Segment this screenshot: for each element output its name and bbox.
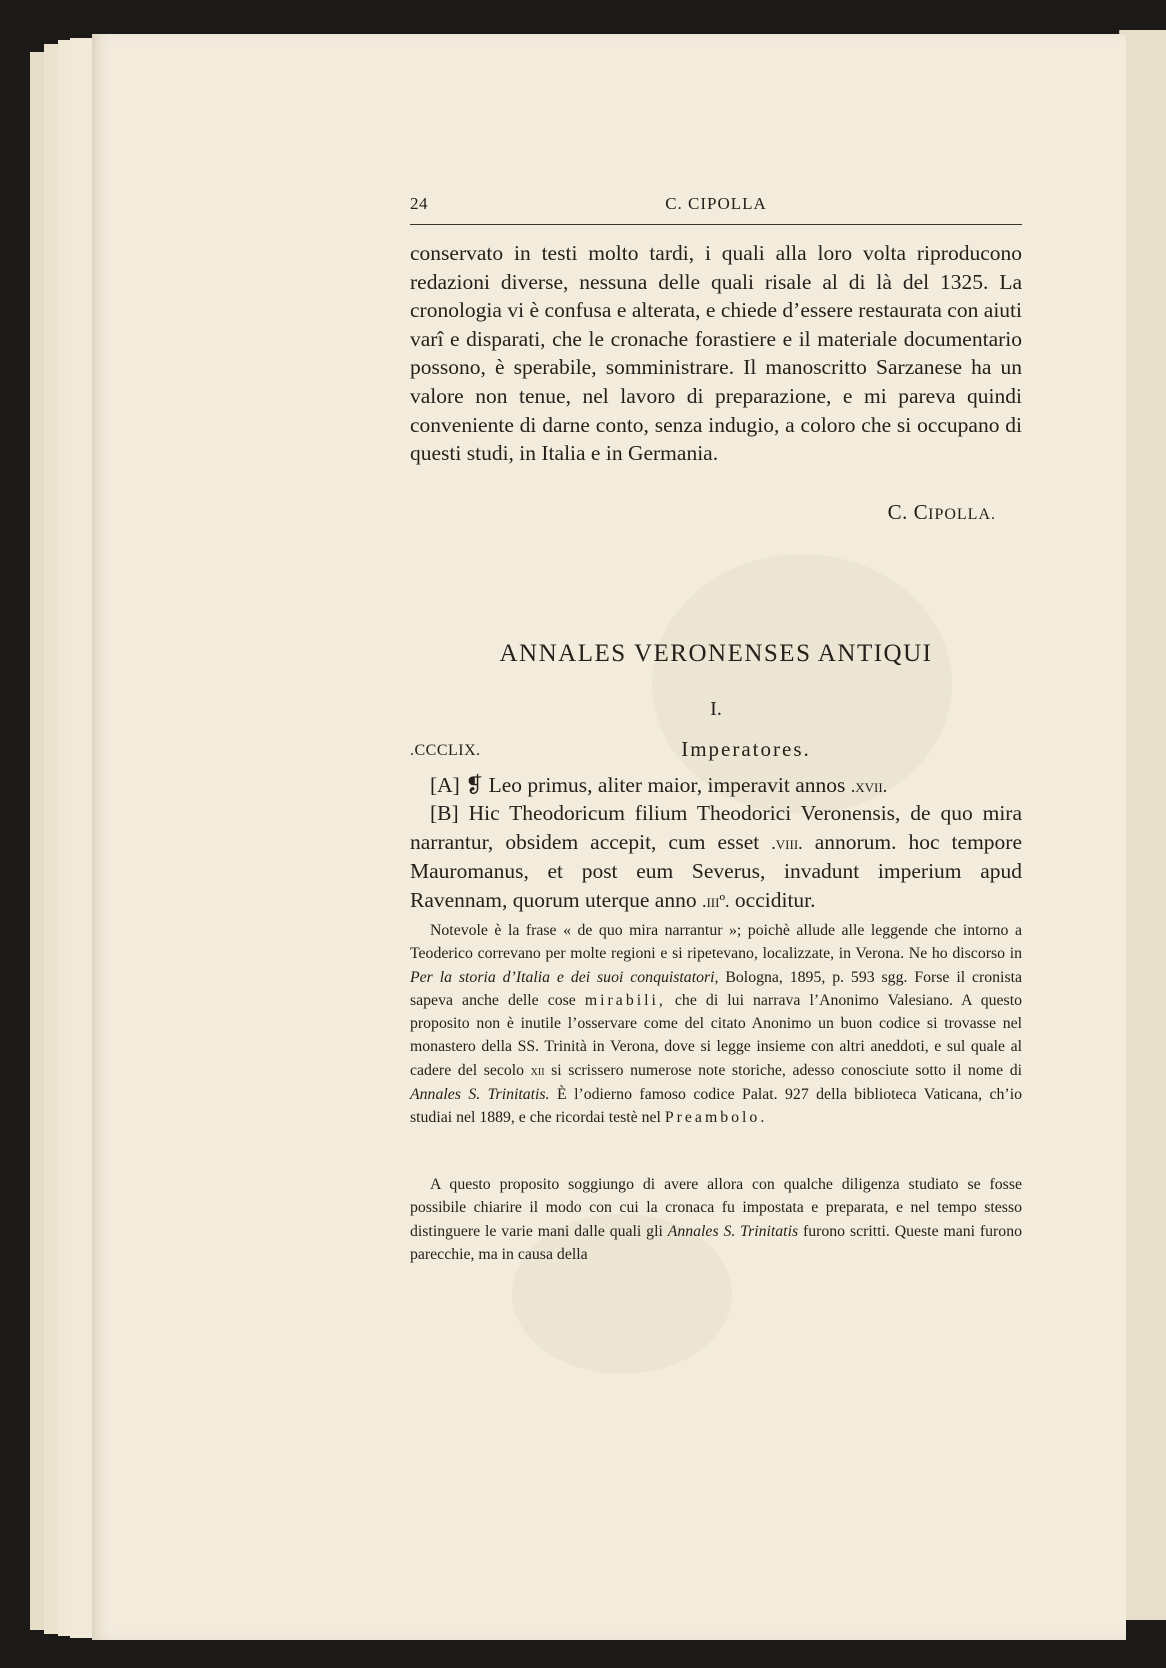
entry-a-text: Leo primus, aliter maior, imperavit annos [488, 773, 846, 797]
section-number: I. [710, 698, 722, 720]
footnote-commentary-1 [410, 919, 1022, 1130]
entry-b-text-2: annorum. hoc tempore Mauromanus, et post eum Severus, invadunt imperium apud Ravennam, quorum uterque anno [410, 829, 1022, 912]
note1-text-4: si scrissero numerose note storiche, adesso conosciute sotto il nome di [551, 1061, 1022, 1079]
year-marginal: .CCCLIX. [410, 742, 481, 759]
entry-b-text-3: occiditur. [734, 887, 816, 912]
paragraph-mark-icon: ❡ [465, 773, 484, 797]
author-signature [888, 500, 996, 525]
entry-a [410, 771, 1022, 801]
note1-text-5: È l’odierno famoso codice Palat. 927 della biblioteca Vaticana, ch’io studiai nel 1889, e che ricordai testè nel [410, 1086, 1022, 1127]
entry-b-numeral-1: .viii. [771, 832, 803, 853]
preface-paragraph: conservato in testi molto tardi, i quali alla loro volta riproducono redazioni diverse, nessuna delle quali risale al di là del 1325. La cronologia vi è confusa e alterata, e chiede d’essere restaurata con aiuti varî e disparati, che le cronache forastiere e il materiale documentario possono, è sperabile, somministrare. Il manoscritto Sarzanese ha un valore non tenue, nel lavoro di preparazione, e mi pareva quindi conveniente di darne conto, senza indugio, a coloro che si occupano di questi studi, in Italia e in Germania. [410, 241, 1022, 466]
entry-b-label: [B] [430, 801, 459, 825]
note1-text-3: che di lui narrava l’Anonimo Valesiano. A questo proposito non è inutile l’osservare come del citato Anonimo un buon codice si trovasse nel monastero della SS. Trinità in Verona, dove si legge insieme con altri aneddoti, e sul quale al cadere del secolo [410, 991, 1022, 1079]
note1-century: xii [530, 1063, 545, 1079]
note1-preambolo: Preambolo. [664, 1109, 768, 1127]
page-number: 24 [410, 194, 428, 213]
year-heading: Imperatores. [681, 737, 811, 761]
signature-initial: C. C [887, 500, 929, 524]
note2-text-2: furono scritti. Queste mani furono parecchie, ma in causa della [410, 1222, 1022, 1263]
entry-b-text-1: Hic Theodoricum filium Theodorici Veronensis, de quo mira narrantur, obsidem accepit, cum esset [410, 801, 1022, 854]
signature-surname: IPOLLA. [928, 506, 996, 523]
footnote-commentary-2 [410, 1173, 1022, 1266]
running-head-title: C. CIPOLLA [665, 194, 767, 213]
entry-a-label: [A] [430, 773, 460, 797]
note1-text-2: Bologna, 1895, p. 593 sgg. Forse il cronista sapeva anche delle cose [410, 968, 1022, 1009]
header-rule [410, 224, 1022, 225]
note1-text-1: Notevole è la frase « de quo mira narrantur »; poichè allude alle leggende che intorno a Teoderico correvano per molte regioni e si ripetevano, localizzate, in Verona. Ne ho discorso in [410, 922, 1022, 963]
running-head [410, 194, 1022, 222]
note2-annales-title: Annales S. Trinitatis [667, 1222, 799, 1240]
entry-b-numeral-2: .iiiº. [701, 890, 730, 911]
facing-page-edge [1119, 30, 1166, 1620]
note1-annales-title: Annales S. Trinitatis. [410, 1086, 550, 1104]
section-title: ANNALES VERONENSES ANTIQUI [499, 640, 933, 667]
book-page [92, 34, 1126, 1640]
note1-book-title: Per la storia d’Italia e dei suoi conquistatori, [410, 968, 719, 986]
entry-b [410, 799, 1022, 915]
entry-a-numeral: .xvii. [850, 776, 888, 796]
note2-text-1: A questo proposito soggiungo di avere allora con qualche diligenza studiato se fosse possibile chiarire il modo con cui la cronaca fu impostata e preparata, e nel tempo stesso distinguere le varie mani dalle quali gli [410, 1176, 1022, 1240]
note1-spaced-word: mirabili, [584, 991, 666, 1009]
